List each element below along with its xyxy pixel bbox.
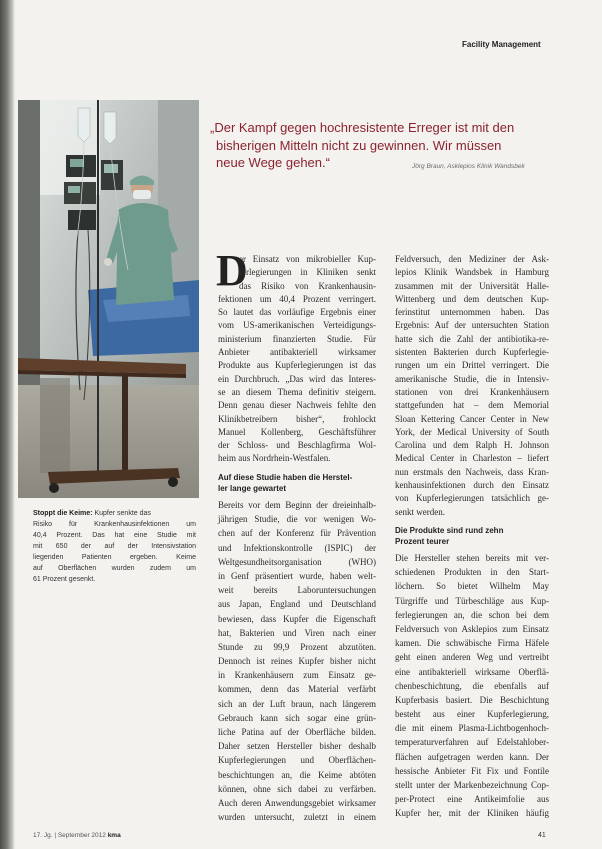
text-line: Auch deren Anwendungsgebiet wirksamer [218,797,376,808]
text-line: lepios Klinik Wandsbek in Hamburg [395,267,549,278]
text-line: chen auf der Konferenz für Prävention [218,528,376,539]
footer-brand: kma [107,832,121,839]
caption-line: mit 650 der auf der Intensivstation [33,543,196,550]
text-line: der Schloss- und Beschlagfirma Wol- [218,440,376,451]
text-line: Produkte aus Kupferlegierungen ist das [218,360,376,371]
text-line: ministerium finanzierten Studie. Für [218,333,376,344]
text-line: Anbieter antibakteriell wirksamer [218,347,376,358]
text-line: löchern. So bietet Wilhelm May [395,581,549,592]
text-line: Klinikbetreibern bisher“, frohlockt [218,413,376,424]
text-line: sich an der Luft braun, nach längerem [218,698,376,709]
text-line: Daher setzen Hersteller bisher deshalb [218,741,376,752]
text-line: Carolina und dem Ralph H. Johnson [395,440,549,451]
text-line: er Einsatz von mikrobieller Kup- [239,254,376,264]
text-line: heim aus Nordrhein-Westfalen. [218,453,331,464]
text-line: Feldversuch, den Mediziner der Ask- [395,254,549,264]
text-line: kamen. Die schwäbische Firma Häfele [395,638,549,649]
text-line: York, der Medical University of South [395,426,549,437]
text-line: ferlegierungen in Kliniken senkt [239,267,376,278]
section-header: Facility Management [462,40,541,49]
subheading-line: ler lange gewartet [218,484,287,493]
text-line: besteht aus einer Kupferlegierung, [395,709,549,720]
subheading-line: Die Produkte sind rund zehn [395,526,504,535]
text-line: Bereits vor dem Beginn der dreieinhalb- [218,500,376,510]
text-line: Dennoch ist reines Kupfer bisher nicht [218,656,376,667]
text-line: Kupferbasis basiert. Die Beschichtung [395,694,549,705]
text-line: geht einen anderen Weg und vertreibt [395,652,549,663]
hospital-room-photo [18,100,199,498]
caption-body [33,519,196,585]
text-line: Die Hersteller stehen bereits mit ver- [395,553,549,563]
column-2-subheading [395,525,551,547]
text-line: flächen aufgetragen werden kann. Der [395,751,549,762]
text-line: se an diesem Thema definitiv steigern. [218,386,376,397]
page-number: 41 [538,832,546,839]
text-line: rungen um ein Drittel verringert. Die [395,360,549,371]
text-line: wurden untersucht, zuletzt in einem [218,812,376,823]
text-line: ein Durchbruch. „Das wird das Interes- [218,373,376,384]
caption-lead: Stoppt die Keime: [33,510,93,517]
text-line: stellt unter der Markenbezeichnung Cop- [395,780,549,790]
text-line: und Infektionskontrolle (ISPIC) der [218,542,376,553]
scan-edge-shadow [0,0,15,849]
text-line: in Genf präsentiert wurde, haben welt- [218,570,376,581]
text-line: Weltgesundheitsorganisation (WHO) [218,556,376,567]
caption-text: Kupfer senkte das [94,510,151,517]
text-line: Kupfer her, mit der Kliniken häufig [395,808,549,819]
caption-line: 61 Prozent gesenkt. [33,576,96,583]
caption-line: liegenden Patienten ergeben. Keime [33,554,196,561]
text-line: Gebrauch kann sich sogar eine grün- [218,712,376,723]
text-line: schiedenen Produkten in den Start- [395,567,549,578]
text-line: Ergebnis: Auf der untersuchten Station [395,320,549,331]
text-line: weit bereits Laboruntersuchungen [218,585,376,596]
text-line: Feldversuch von Asklepios zum Einsatz [395,623,549,634]
text-line: fektionen um 40,4 Prozent verringert. [218,293,376,304]
text-line: So lautet das vorläufige Ergebnis einer [218,307,376,318]
text-line: vom US-amerikanischen Verteidigungs- [218,320,376,331]
text-line: per-Protect eine Antikeimfolie aus [395,794,549,805]
quote-line: „Der Kampf gegen hochresistente Erreger ist mit den [210,120,515,135]
subheading-line: Prozent teurer [395,537,450,546]
photo-caption [33,508,196,585]
drop-cap: D [216,246,248,295]
text-line: beschichtungen an, die Keime abtöten [218,769,376,780]
column-1-paragraph-2 [218,498,376,824]
text-line: ferlegierungen an, die schon bei dem [395,609,549,620]
text-line: kenhausinfektionen durch den Einsatz [395,480,549,491]
text-line: senkt werden. [395,506,445,517]
text-line: können, ohne sich dabei zu verfärben. [218,783,376,794]
text-line: von Kupferlegierungen tatsächlich ge- [395,493,549,504]
caption-line: 40,4 Prozent. Das hat eine Studie mit [33,532,196,539]
column-2-paragraph-2 [395,551,549,821]
caption-line: auf Oberflächen wurden zudem um [33,565,196,572]
text-line: temperaturverfahren auf Edelstahlober- [395,737,549,748]
text-line: Türgriffe und Türbeschläge aus Kup- [395,595,549,606]
text-line: jährigen Studie, die vor wenigen Wo- [218,514,376,525]
text-line: stattgefunden hat – dem Memorial [395,400,549,411]
text-line: eine antibakteriell wirksame Oberflä- [395,666,549,677]
text-line: die mit einem Plasma-Lichtbogenhoch- [395,723,549,734]
caption-line: Risiko für Krankenhausinfektionen um [33,521,196,528]
text-line: hatte sich die Zahl der antibiotika-re- [395,333,549,344]
text-line: sistenten Bakterien durch Kupferlegie- [395,347,549,358]
text-line: Stunde zu 99,9 Prozent abzutöten. [218,641,376,652]
text-line: ferinstitut unternommen haben. Das [395,307,549,318]
text-line: Medical Center in Charleston – liefert [395,453,549,464]
text-line: hessische Anbieter Fit Fix und Fontile [395,765,549,776]
quote-attribution: Jörg Braun, Asklepios Klinik Wandsbek [412,163,525,170]
column-1-subheading [218,472,378,494]
footer-issue: 17. Jg. | September 2012 [33,832,106,839]
text-line: Kupferlegierungen und Oberflächen- [218,755,376,766]
column-1-paragraph-1 [216,246,376,466]
text-line: Denn genau dieser Nachweis fehlte den [218,400,376,411]
subheading-line: Auf diese Studie haben die Herstel- [218,473,353,482]
text-line: bewiesen, dass Kupfer die Eigenschaft [218,613,376,624]
text-line: Manuel Kollenberg, Geschäftsführer [218,426,376,437]
text-line: liche Patina auf der Oberfläche bilden. [218,727,376,737]
text-line: nun erstmals den Nachweis, dass Kran- [395,466,549,477]
caption-first-line [33,508,196,519]
photo-image [18,100,199,498]
text-line: amerikanische Studie, die in Intensiv- [395,373,549,384]
text-line: Sloan Kettering Cancer Center in New [395,413,549,424]
quote-line: neue Wege gehen.“ [216,155,330,170]
text-line: in Krankenhäusern zum Einsatz ge- [218,670,376,681]
footer [33,832,121,839]
text-line: kommen, denn das Material verfärbt [218,684,376,695]
column-2-paragraph-1 [395,253,549,519]
text-line: das Risiko von Krankenhausin- [239,280,376,291]
text-line: zusammen mit der Universität Halle- [395,280,549,291]
text-line: chenbeschichtung, die ebenfalls auf [395,680,549,691]
quote-line: bisherigen Mitteln nicht zu gewinnen. Wir müssen [216,137,502,153]
text-line: stationen von drei Krankenhäusern [395,386,549,397]
text-line: Wittenberg und dem deutschen Kup- [395,293,549,304]
text-line: hat, Bakterien und Viren nach einer [218,627,376,638]
text-line: aus Japan, England und Deutschland [218,599,376,610]
